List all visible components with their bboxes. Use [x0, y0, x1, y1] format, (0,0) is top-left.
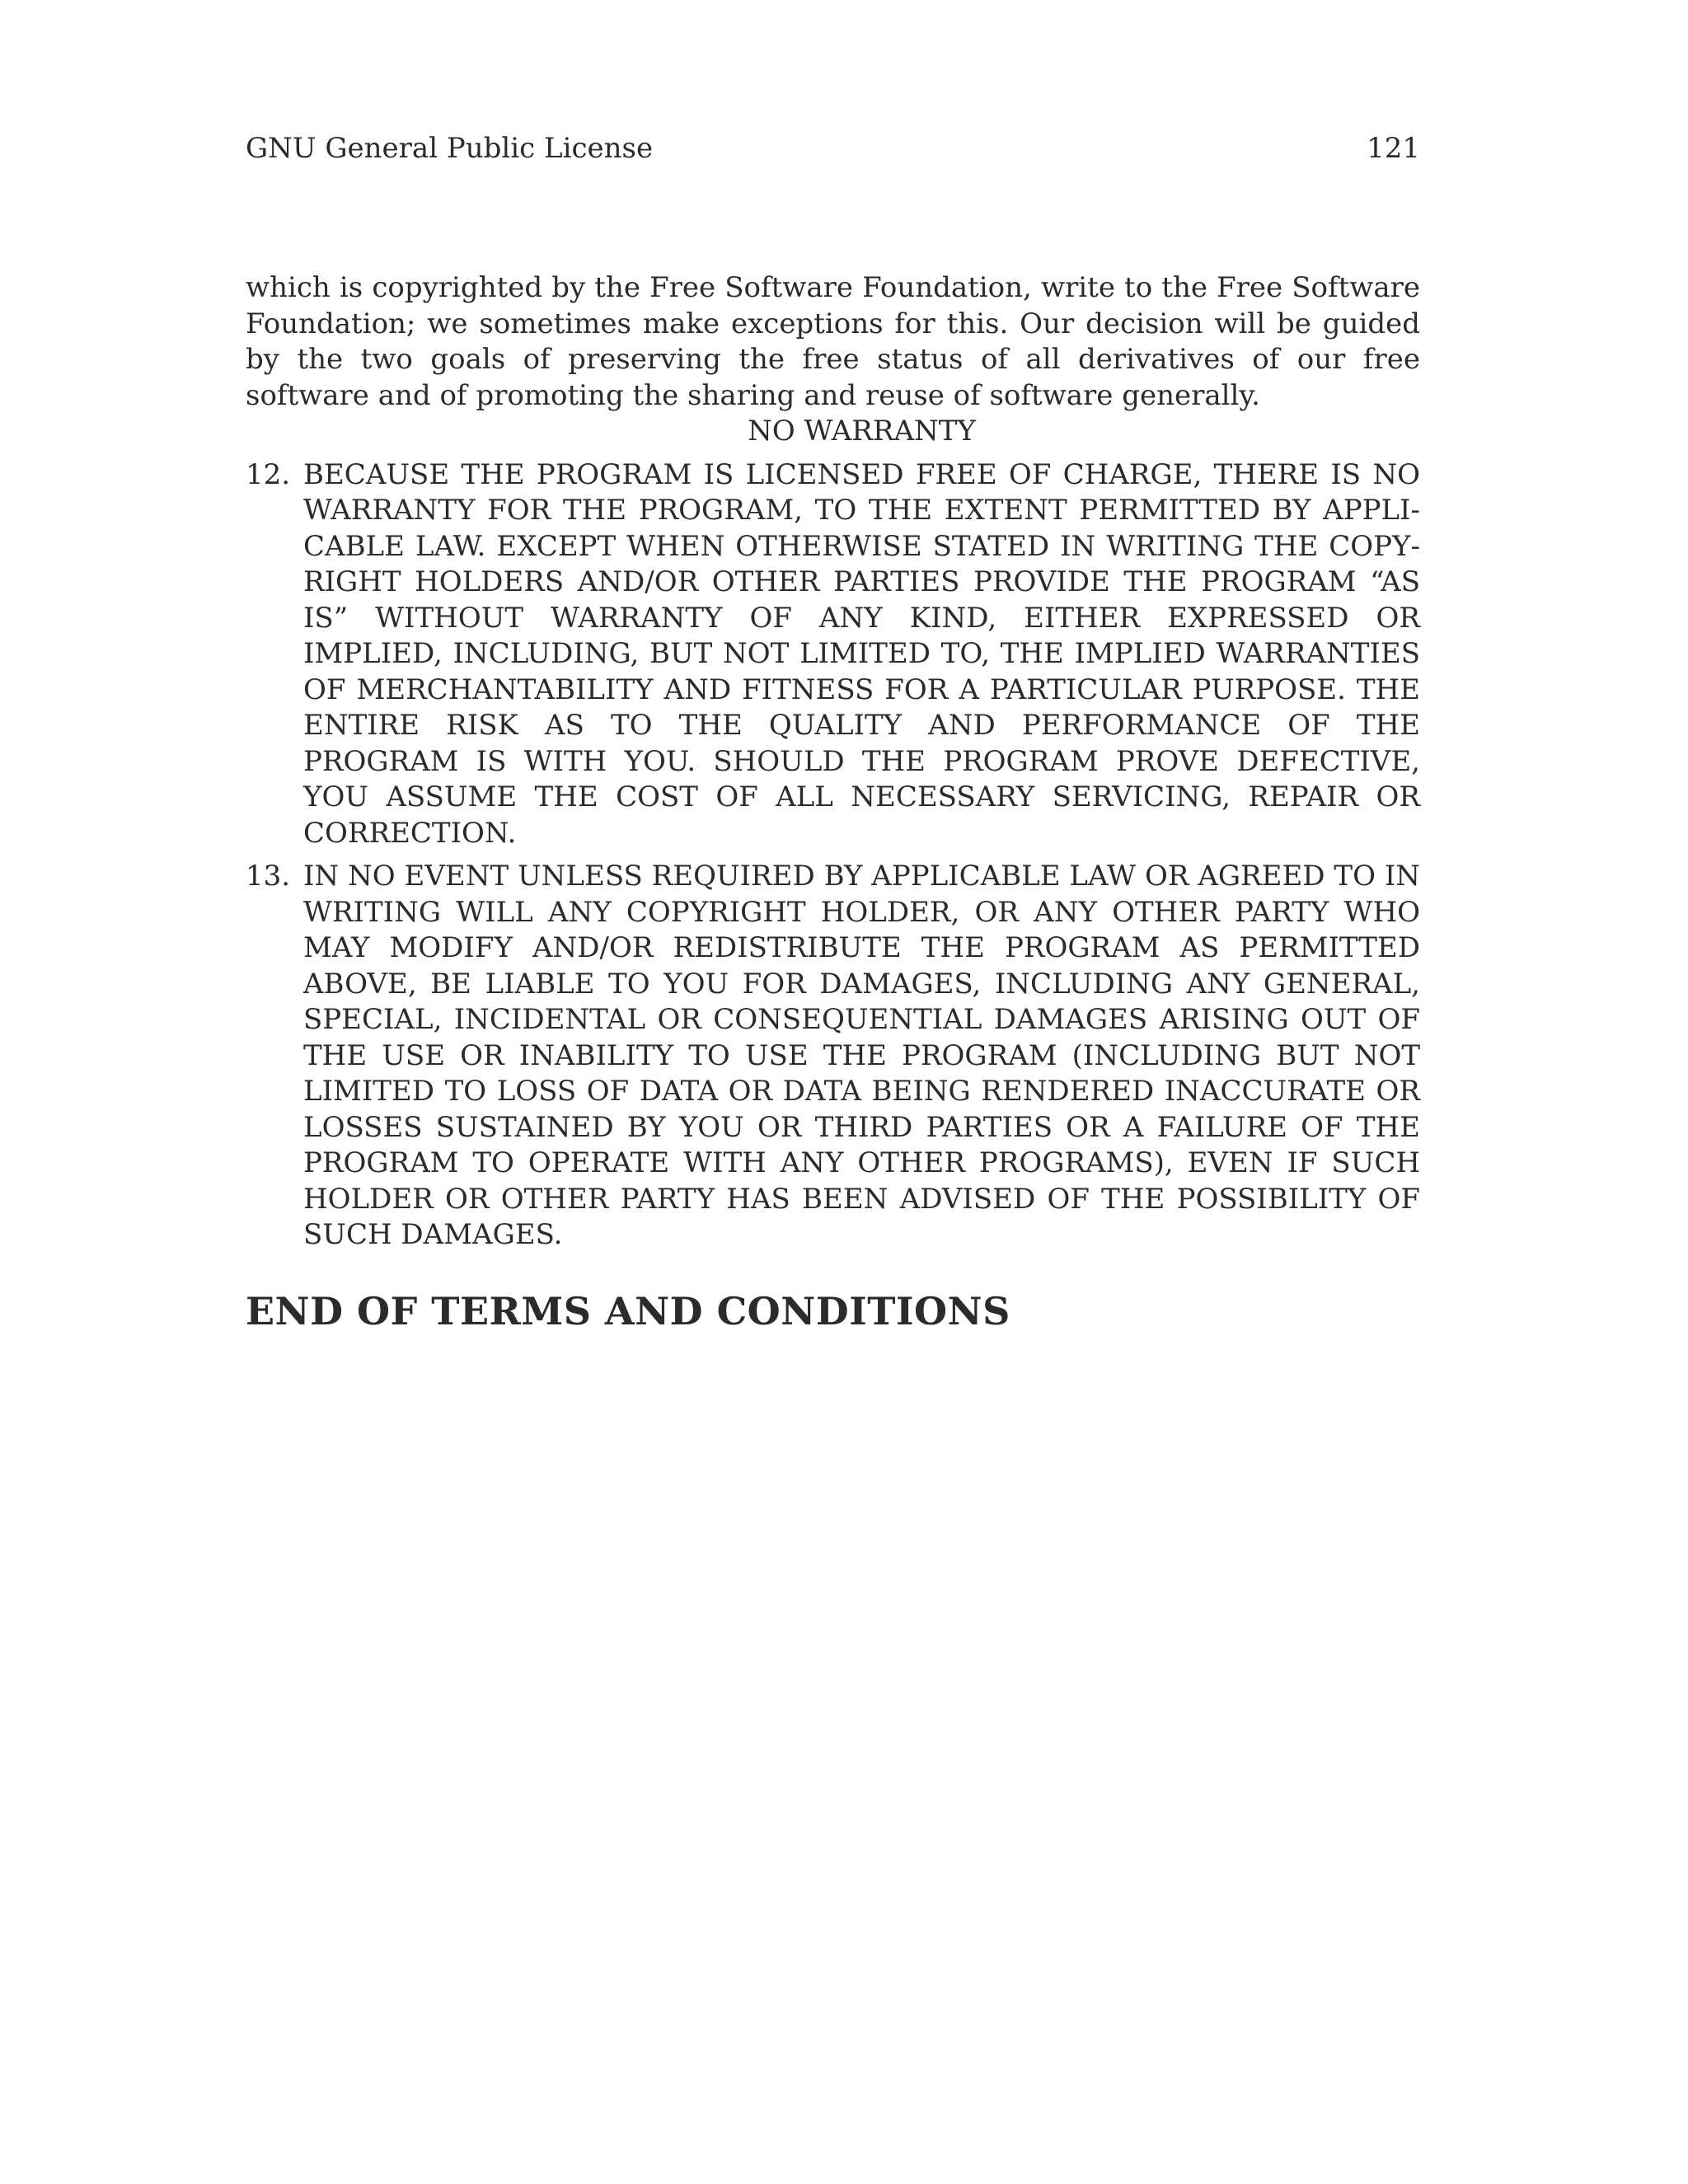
page-body	[246, 270, 1420, 1334]
item-number: 13.	[246, 860, 291, 893]
page-number: 121	[1367, 132, 1420, 165]
end-of-terms-heading: END OF TERMS AND CONDITIONS	[246, 1288, 1010, 1333]
item-text: IN NO EVENT UNLESS REQUIRED BY APPLICABLE LAW OR AGREED TO IN WRITING WILL ANY COPYRIGHT HOLDER, OR ANY OTHER PARTY WHO MAY MODIFY AND/OR REDISTRIBUTE THE PROGRAM AS PERMITTED ABOVE, BE LIABLE TO YOU FOR DAMAGES, INCLUDING ANY GENERAL, SPECIAL, INCIDENTAL OR CONSEQUENTIAL DAMAGES ARISING OUT OF THE USE OR INABILITY TO USE THE PROGRAM (INCLUDING BUT NOT LIMITED TO LOSS OF DATA OR DATA BEING RENDERED INACCURATE OR LOSSES SUSTAINED BY YOU OR THIRD PARTIES OR A FAILURE OF THE PROGRAM TO OPERATE WITH ANY OTHER PROGRAMS), EVEN IF SUCH HOLDER OR OTHER PARTY HAS BEEN ADVISED OF THE POSSIBILITY OF SUCH DAMAGES.	[303, 860, 1420, 1251]
header-title: GNU General Public License	[246, 132, 654, 165]
list-item-12	[246, 457, 1420, 852]
no-warranty-heading: NO WARRANTY	[748, 415, 976, 448]
item-number: 12.	[246, 457, 291, 491]
running-header	[246, 132, 1420, 165]
continuation-paragraph: which is copyrighted by the Free Software Foundation, write to the Free Software Foundation; we sometimes make exceptions for this. Our decision will be guided by the two goals of preserving the free status of all derivatives of our free software and of promoting the sharing and reuse of software generally.	[246, 271, 1420, 412]
item-text: BECAUSE THE PROGRAM IS LICENSED FREE OF CHARGE, THERE IS NO WARRANTY FOR THE PROGRAM, TO THE EXTENT PERMITTED BY APPLICABLE LAW. EXCEPT WHEN OTHERWISE STATED IN WRITING THE COPYRIGHT HOLDERS AND/OR OTHER PARTIES PROVIDE THE PROGRAM “AS IS” WITHOUT WARRANTY OF ANY KIND, EITHER EXPRESSED OR IMPLIED, INCLUDING, BUT NOT LIMITED TO, THE IMPLIED WARRANTIES OF MERCHANTABILITY AND FITNESS FOR A PARTICULAR PURPOSE. THE ENTIRE RISK AS TO THE QUALITY AND PERFORMANCE OF THE PROGRAM IS WITH YOU. SHOULD THE PROGRAM PROVE DEFECTIVE, YOU ASSUME THE COST OF ALL NECESSARY SERVICING, REPAIR OR CORRECTION.	[303, 457, 1420, 850]
list-item-13	[246, 859, 1420, 1254]
